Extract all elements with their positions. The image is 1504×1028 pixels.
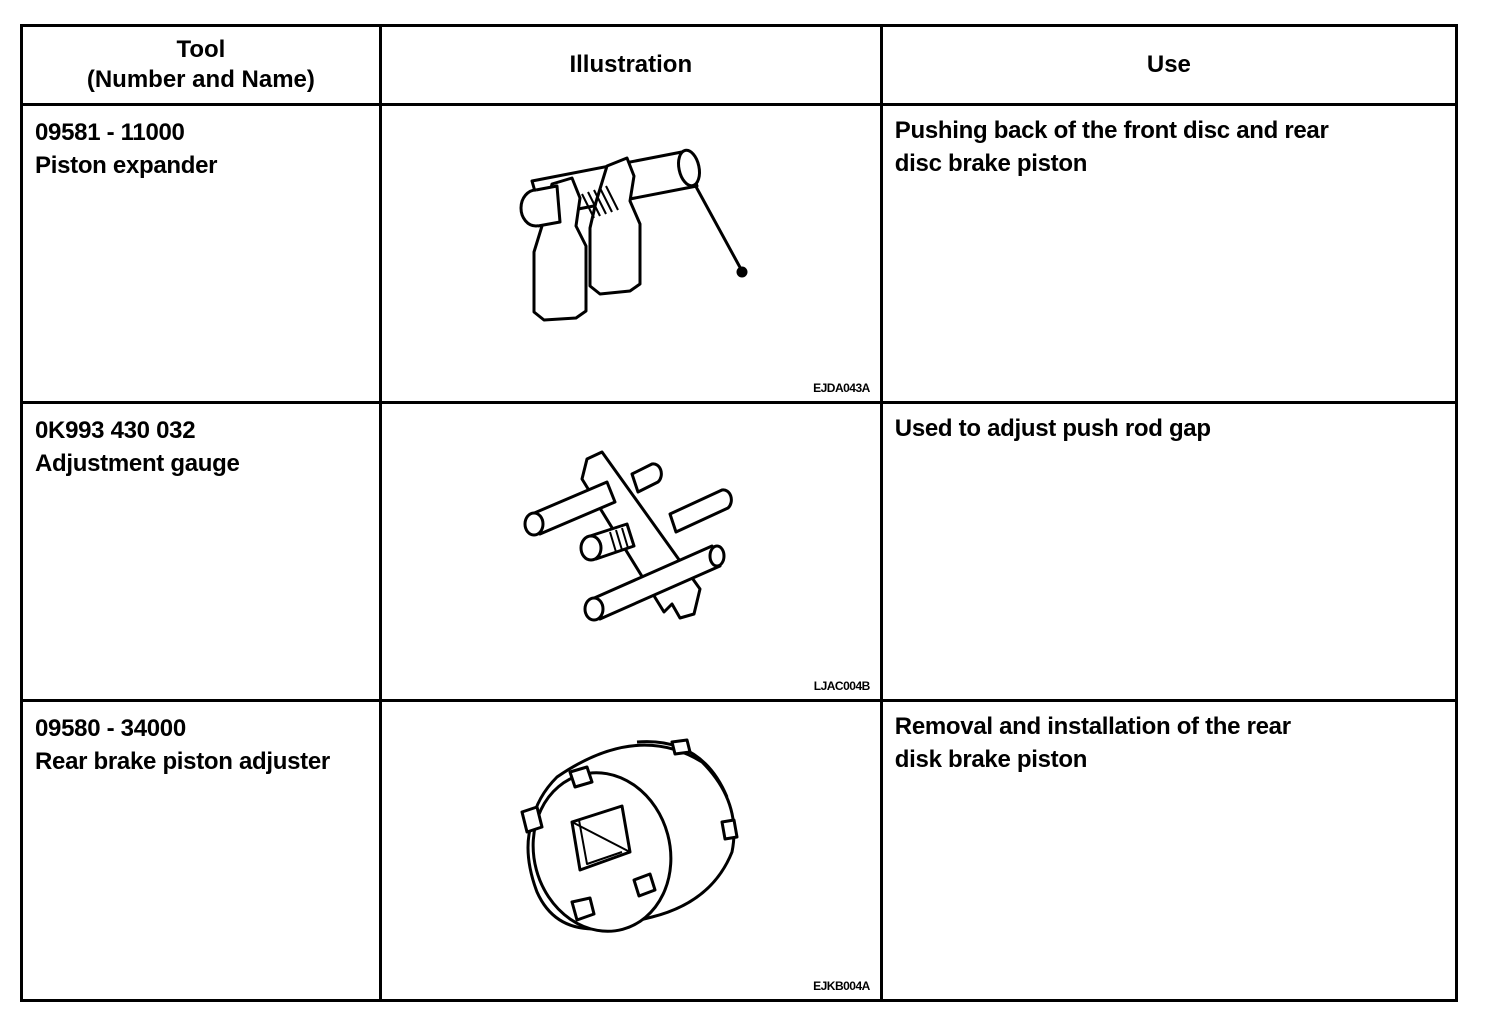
tool-number: 09580 - 34000 — [35, 714, 186, 742]
tool-number: 09581 - 11000 — [35, 119, 185, 146]
special-tools-table — [20, 24, 1458, 1002]
table-header-row — [22, 26, 1457, 105]
tool-cell — [22, 105, 381, 403]
use-cell — [881, 700, 1456, 1000]
header-tool-line1: Tool — [176, 36, 226, 63]
table-row — [22, 402, 1457, 700]
piston-expander-icon — [382, 106, 882, 396]
use-text: Removal and installation of the rear disk brake piston — [894, 712, 1291, 773]
header-tool-line2: (Number and Name) — [86, 66, 315, 93]
figure-code: EJKB004A — [813, 979, 870, 993]
use-text: Used to adjust push rod gap — [894, 414, 1211, 442]
tool-cell — [22, 700, 381, 1000]
figure-code: EJDA043A — [813, 380, 870, 395]
piston-adjuster-icon — [382, 702, 882, 994]
table-row — [22, 105, 1457, 403]
header-use: Use — [881, 26, 1456, 105]
use-cell — [881, 105, 1456, 403]
tool-name: Adjustment gauge — [35, 449, 240, 477]
use-text: Pushing back of the front disc and rear disc brake piston — [894, 117, 1329, 177]
table-row — [22, 700, 1457, 1000]
tool-name: Rear brake piston adjuster — [35, 747, 330, 775]
figure-code: LJAC004B — [813, 678, 870, 693]
illustration-cell — [380, 700, 881, 1000]
header-tool — [22, 26, 381, 105]
tool-cell — [22, 402, 381, 700]
illustration-cell — [380, 105, 881, 403]
use-cell — [881, 402, 1456, 700]
header-illustration: Illustration — [380, 26, 881, 105]
adjustment-gauge-icon — [382, 404, 882, 694]
illustration-cell — [380, 402, 881, 700]
tool-name: Piston expander — [35, 152, 218, 179]
tool-number: 0K993 430 032 — [35, 416, 196, 444]
